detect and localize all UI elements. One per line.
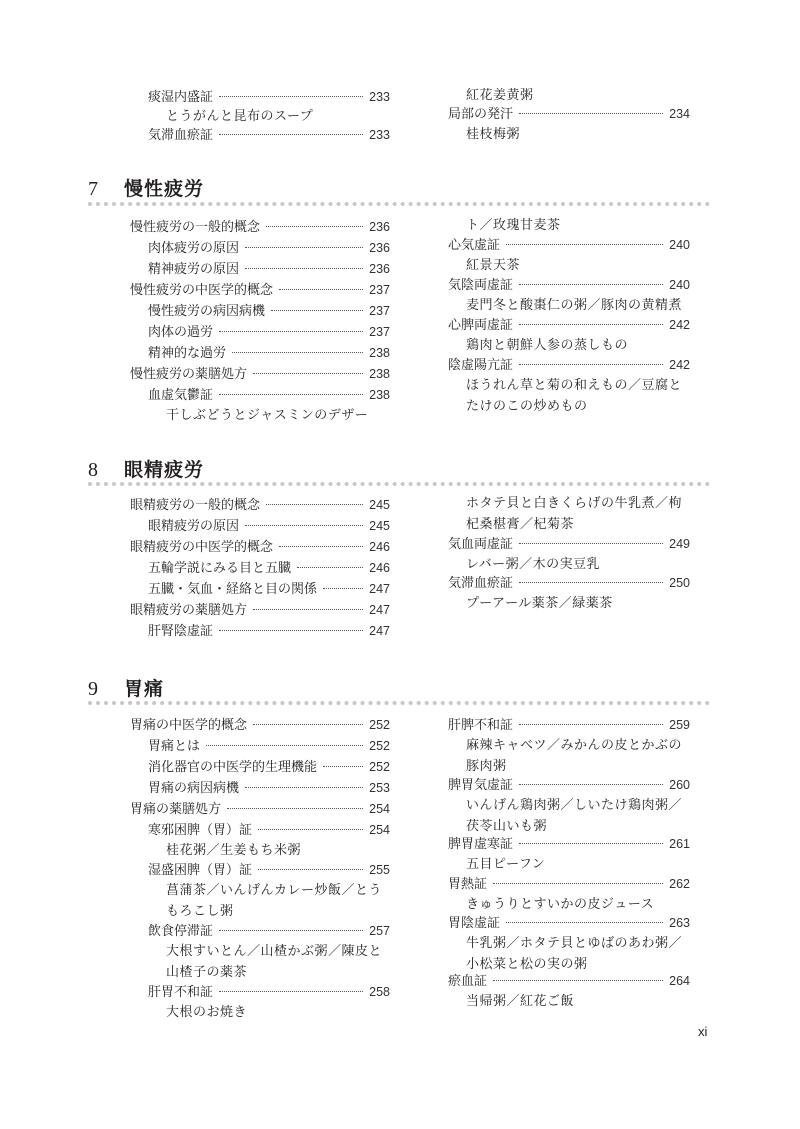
leader-dots — [253, 609, 363, 610]
toc-entry[interactable] — [148, 239, 390, 258]
recipe-list: 麻辣キャベツ／みかんの皮とかぶの豚肉粥 — [466, 738, 683, 774]
leader-dots — [519, 784, 663, 785]
chapter-number: 8 — [88, 459, 98, 481]
entry-label: 胃痛の薬膳処方 — [130, 802, 222, 817]
entry-label: 五輪学説にみる目と五臓 — [148, 561, 292, 576]
page-number: 247 — [369, 624, 390, 638]
page-number: 255 — [369, 863, 390, 877]
toc-entry[interactable] — [148, 622, 390, 641]
chapter-heading[interactable] — [88, 174, 204, 201]
toc-entry[interactable] — [448, 236, 690, 255]
page-number: 236 — [369, 262, 390, 276]
page-number: 259 — [669, 718, 690, 732]
toc-entry[interactable] — [148, 260, 390, 279]
page-number: 246 — [369, 561, 390, 575]
toc-entry[interactable] — [448, 914, 690, 933]
leader-dots — [323, 588, 363, 589]
page-number: 260 — [669, 778, 690, 792]
leader-dots — [519, 324, 663, 325]
page-number: 240 — [669, 278, 690, 292]
toc-entry[interactable] — [130, 800, 390, 819]
recipe-list: きゅうりとすいかの皮ジュース — [466, 897, 655, 912]
leader-dots — [271, 310, 363, 311]
page-number: 237 — [369, 304, 390, 318]
entry-label: 肉体疲労の原因 — [148, 241, 240, 256]
page-number: 246 — [369, 540, 390, 554]
leader-dots — [245, 525, 363, 526]
page-number: 253 — [369, 781, 390, 795]
leader-dots — [219, 930, 363, 931]
leader-dots — [519, 582, 663, 583]
toc-entry[interactable] — [148, 821, 390, 840]
toc-entry[interactable] — [448, 716, 690, 735]
leader-dots — [253, 724, 363, 725]
chapter-number: 7 — [88, 178, 98, 200]
toc-entry[interactable] — [148, 779, 390, 798]
toc-entry[interactable] — [148, 983, 390, 1002]
page-number: 250 — [669, 576, 690, 590]
entry-label: 肝脾不和証 — [448, 718, 514, 733]
chapter-separator — [88, 482, 710, 486]
leader-dots — [279, 289, 363, 290]
entry-label: 胃熱証 — [448, 877, 488, 892]
entry-label: 寒邪困脾（胃）証 — [148, 823, 253, 838]
page-number: 245 — [369, 519, 390, 533]
toc-entry[interactable] — [148, 323, 390, 342]
page-number: 245 — [369, 498, 390, 512]
toc-entry[interactable] — [448, 105, 690, 124]
leader-dots — [219, 630, 363, 631]
leader-dots — [506, 922, 663, 923]
entry-label: 脾胃虚寒証 — [448, 837, 514, 852]
leader-dots — [219, 96, 363, 97]
entry-label: 眼精疲労の中医学的概念 — [130, 540, 274, 555]
recipe-list: 当帰粥／紅花ご飯 — [466, 994, 575, 1009]
leader-dots — [297, 567, 363, 568]
toc-entry[interactable] — [448, 776, 690, 795]
page-number: 257 — [369, 924, 390, 938]
entry-label: 慢性疲労の中医学的概念 — [130, 283, 274, 298]
chapter-title: 胃痛 — [124, 678, 165, 700]
leader-dots — [227, 808, 363, 809]
toc-entry[interactable] — [130, 365, 390, 384]
entry-label: 気滞血瘀証 — [448, 576, 514, 591]
entry-label: 胃痛の病因病機 — [148, 781, 240, 796]
toc-entry[interactable] — [130, 281, 390, 300]
leader-dots — [323, 766, 363, 767]
toc-entry[interactable] — [148, 302, 390, 321]
page-number: 238 — [369, 388, 390, 402]
page-number: 233 — [369, 128, 390, 142]
entry-label: 肉体の過労 — [148, 325, 214, 340]
leader-dots — [506, 244, 663, 245]
recipe-list: いんげん鶏肉粥／しいたけ鶏肉粥／茯苓山いも粥 — [466, 798, 683, 834]
page-number: 247 — [369, 603, 390, 617]
page-number: 258 — [369, 985, 390, 999]
page-number: 242 — [669, 358, 690, 372]
page-number: 254 — [369, 823, 390, 837]
leader-dots — [219, 394, 363, 395]
entry-label: 慢性疲労の一般的概念 — [130, 220, 261, 235]
recipe-list: 鶏肉と朝鮮人参の蒸しもの — [466, 338, 629, 353]
leader-dots — [519, 843, 663, 844]
recipe-list: 桂花粥／生姜もち米粥 — [166, 843, 302, 858]
page-number: 237 — [369, 283, 390, 297]
entry-label: 胃痛とは — [148, 739, 201, 754]
entry-label: 精神的な過労 — [148, 346, 227, 361]
leader-dots — [279, 546, 363, 547]
toc-entry[interactable] — [148, 580, 390, 599]
page-number: 252 — [369, 739, 390, 753]
entry-label: 気血両虚証 — [448, 537, 514, 552]
entry-label: 眼精疲労の原因 — [148, 519, 240, 534]
leader-dots — [519, 364, 663, 365]
toc-entry[interactable] — [448, 276, 690, 295]
entry-label: 脾胃気虚証 — [448, 778, 514, 793]
leader-dots — [519, 113, 663, 114]
leader-dots — [519, 724, 663, 725]
chapter-heading[interactable] — [88, 455, 204, 482]
toc-entry[interactable] — [448, 316, 690, 335]
recipe-list: ほうれん草と菊の和えもの／豆腐とたけのこの炒めもの — [466, 378, 683, 414]
entry-label: 慢性疲労の病因病機 — [148, 304, 266, 319]
entry-label: 痰湿内盛証 — [148, 90, 214, 105]
leader-dots — [232, 352, 363, 353]
toc-entry[interactable] — [130, 538, 390, 557]
entry-label: 眼精疲労の一般的概念 — [130, 498, 261, 513]
chapter-title: 眼精疲労 — [124, 459, 205, 481]
entry-label: 肝胃不和証 — [148, 985, 214, 1000]
page-number: 236 — [369, 241, 390, 255]
entry-label: 胃陰虚証 — [448, 916, 501, 931]
recipe-list: とうがんと昆布のスープ — [166, 109, 314, 124]
page-number: 262 — [669, 877, 690, 891]
toc-entry[interactable] — [448, 875, 690, 894]
page-number: 261 — [669, 837, 690, 851]
leader-dots — [266, 504, 363, 505]
chapter-title: 慢性疲労 — [124, 178, 205, 200]
chapter-separator — [88, 202, 710, 206]
toc-entry[interactable] — [148, 386, 390, 405]
page-number: 236 — [369, 220, 390, 234]
toc-entry[interactable] — [148, 517, 390, 536]
toc-entry[interactable] — [130, 218, 390, 237]
page-number: 238 — [369, 346, 390, 360]
page-number: 237 — [369, 325, 390, 339]
recipe-list: 紅景天茶 — [466, 258, 521, 273]
leader-dots — [219, 991, 363, 992]
leader-dots — [206, 745, 363, 746]
recipe-list: プーアール薬茶／緑薬茶 — [466, 596, 613, 611]
leader-dots — [245, 247, 363, 248]
page-number: 252 — [369, 718, 390, 732]
page-number: 240 — [669, 238, 690, 252]
page-number: 234 — [669, 107, 690, 121]
entry-label: 局部の発汗 — [448, 107, 514, 122]
entry-label: 気陰両虚証 — [448, 278, 514, 293]
recipe-list: 菖蒲茶／いんげんカレー炒飯／とうもろこし粥 — [166, 883, 383, 919]
entry-label: 血虚気鬱証 — [148, 388, 214, 403]
recipe-list: 牛乳粥／ホタテ貝とゆばのあわ粥／小松菜と松の実の粥 — [466, 936, 683, 972]
leader-dots — [258, 829, 363, 830]
page-folio: xi — [698, 1024, 708, 1039]
leader-dots — [219, 134, 363, 135]
entry-label: 慢性疲労の薬膳処方 — [130, 367, 248, 382]
toc-entry[interactable] — [148, 559, 390, 578]
recipe-list: レバー粥／木の実豆乳 — [466, 557, 601, 572]
entry-label: 瘀血証 — [448, 974, 488, 989]
chapter-number: 9 — [88, 678, 98, 700]
toc-entry[interactable] — [148, 126, 390, 145]
page-number: 264 — [669, 974, 690, 988]
page-number: 238 — [369, 367, 390, 381]
entry-label: 心気虚証 — [448, 238, 501, 253]
entry-label: 消化器官の中医学的生理機能 — [148, 760, 318, 775]
toc-entry[interactable] — [148, 344, 390, 363]
recipe-list: 五目ピーフン — [466, 857, 546, 872]
recipe-list: 桂枝梅粥 — [466, 127, 521, 142]
page-number: 233 — [369, 90, 390, 104]
chapter-separator — [88, 701, 710, 705]
toc-entry[interactable] — [130, 601, 390, 620]
entry-label: 飲食停滞証 — [148, 924, 214, 939]
toc-entry[interactable] — [448, 574, 690, 593]
entry-label: 心脾両虚証 — [448, 318, 514, 333]
toc-entry[interactable] — [148, 758, 390, 777]
toc-entry[interactable] — [148, 922, 390, 941]
toc-entry[interactable] — [148, 88, 390, 107]
toc-entry[interactable] — [148, 737, 390, 756]
leader-dots — [519, 284, 663, 285]
leader-dots — [493, 883, 663, 884]
entry-label: 五臓・気血・経絡と目の関係 — [148, 582, 318, 597]
page-number: 249 — [669, 537, 690, 551]
page-number: 242 — [669, 318, 690, 332]
page-number: 263 — [669, 916, 690, 930]
leader-dots — [253, 373, 363, 374]
toc-entry[interactable] — [448, 835, 690, 854]
toc-entry[interactable] — [130, 496, 390, 515]
leader-dots — [245, 787, 363, 788]
page-number: 252 — [369, 760, 390, 774]
entry-label: 精神疲労の原因 — [148, 262, 240, 277]
recipe-list: 大根すいとん／山楂かぶ粥／陳皮と山楂子の薬茶 — [166, 944, 383, 980]
toc-entry[interactable] — [448, 535, 690, 554]
entry-label: 胃痛の中医学的概念 — [130, 718, 248, 733]
chapter-heading[interactable] — [88, 674, 164, 701]
entry-label: 陰虚陽亢証 — [448, 358, 514, 373]
entry-label: 湿盛困脾（胃）証 — [148, 863, 253, 878]
entry-label: 眼精疲労の薬膳処方 — [130, 603, 248, 618]
page-number: 247 — [369, 582, 390, 596]
leader-dots — [258, 869, 363, 870]
entry-label: 気滞血瘀証 — [148, 128, 214, 143]
toc-entry[interactable] — [448, 356, 690, 375]
toc-entry[interactable] — [448, 972, 690, 991]
recipe-list: 紅花姜黄粥 — [466, 88, 534, 103]
toc-entry[interactable] — [130, 716, 390, 735]
toc-entry[interactable] — [148, 861, 390, 880]
recipe-list: ト／玫瑰甘麦茶 — [466, 218, 561, 233]
leader-dots — [266, 226, 363, 227]
entry-label: 肝腎陰虚証 — [148, 624, 214, 639]
leader-dots — [519, 543, 663, 544]
recipe-list: 干しぶどうとジャスミンのデザー — [166, 408, 369, 423]
recipe-list: 大根のお焼き — [166, 1005, 248, 1020]
leader-dots — [245, 268, 363, 269]
leader-dots — [493, 980, 663, 981]
leader-dots — [219, 331, 363, 332]
recipe-list: ホタテ貝と白きくらげの牛乳煮／枸杞桑椹膏／杞菊茶 — [466, 496, 683, 532]
page-number: 254 — [369, 802, 390, 816]
recipe-list: 麦門冬と酸棗仁の粥／豚肉の黄精煮 — [466, 298, 683, 313]
